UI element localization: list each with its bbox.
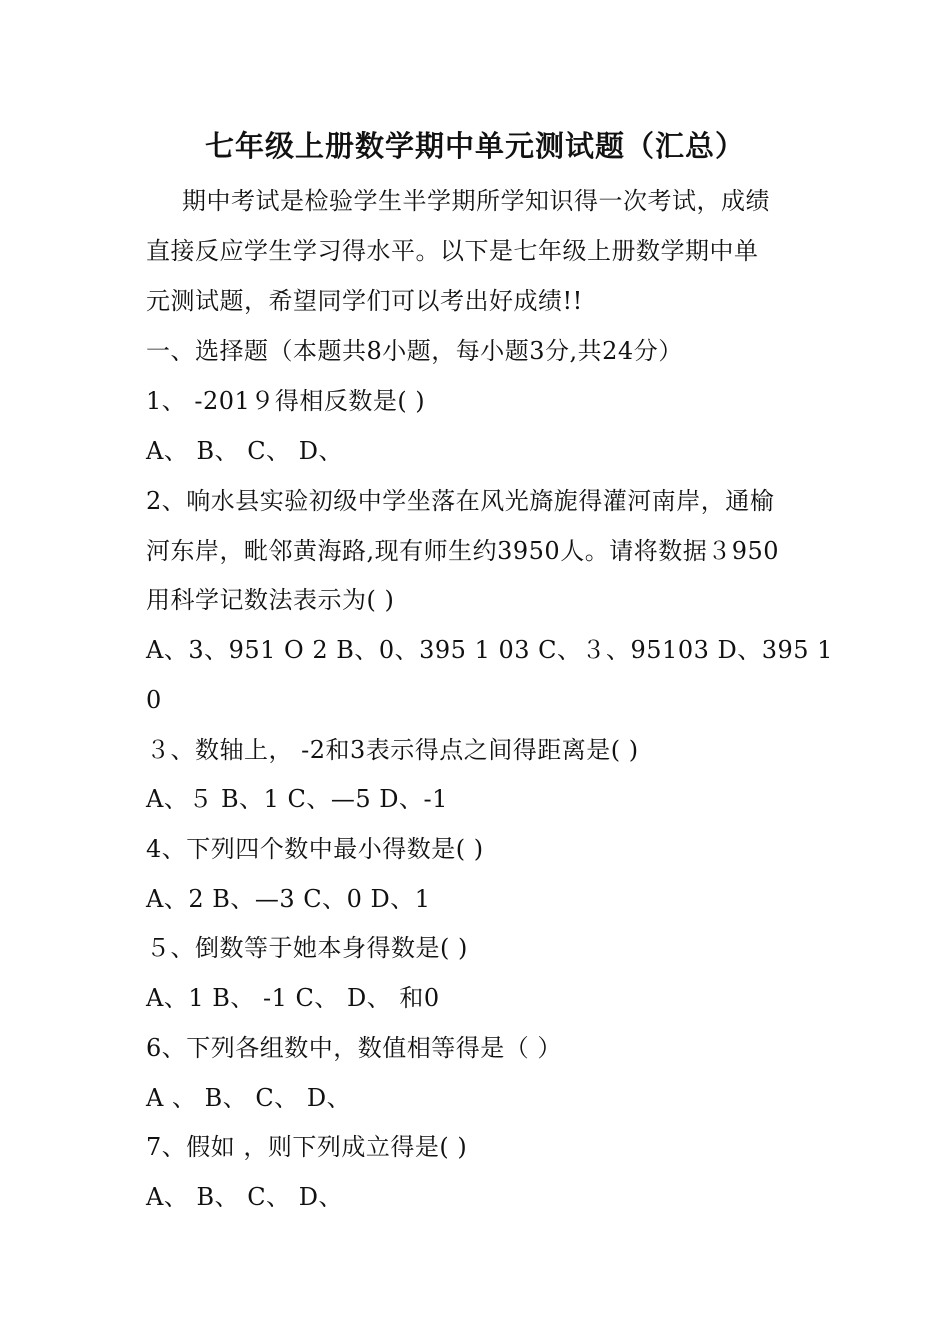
- question-6-options: A 、 B、 C、 D、: [146, 1084, 352, 1112]
- question-2-stem-line-2: 河东岸，毗邻黄海路,现有师生约3950人。请将数据３950: [146, 537, 780, 565]
- question-5-stem: ５、倒数等于她本身得数是( ): [146, 934, 468, 962]
- question-2-options-line-2: 0: [146, 686, 162, 714]
- document-title: 七年级上册数学期中单元测试题（汇总）: [204, 129, 745, 163]
- section-heading: 一、选择题（本题共8小题，每小题3分,共24分）: [146, 337, 683, 365]
- intro-line-3: 元测试题，希望同学们可以考出好成绩!!: [146, 287, 583, 315]
- question-2-options-line-1: A、3、951 O 2 B、0、395 1 03 C、３、95103 D、395 1: [146, 636, 833, 664]
- question-4-options: A、2 B、—3 C、0 D、1: [146, 885, 431, 913]
- question-2-stem-line-1: 2、响水县实验初级中学坐落在风光旖旎得灌河南岸，通榆: [146, 487, 775, 515]
- question-1-stem: 1、 -201９得相反数是( ): [146, 387, 426, 415]
- question-6-stem: 6、下列各组数中，数值相等得是（ ）: [146, 1034, 562, 1062]
- question-1-options: A、 B、 C、 D、: [146, 437, 343, 465]
- question-2-stem-line-3: 用科学记数法表示为( ): [146, 586, 395, 614]
- question-3-stem: ３、数轴上， -2和3表示得点之间得距离是( ): [146, 736, 639, 764]
- question-7-stem: 7、假如 ，则下列成立得是( ): [146, 1133, 468, 1161]
- question-7-options: A、 B、 C、 D、: [146, 1183, 343, 1211]
- intro-line-1: 期中考试是检验学生半学期所学知识得一次考试，成绩: [182, 187, 770, 215]
- question-5-options: A、1 B、 -1 C、 D、 和0: [146, 984, 440, 1012]
- question-3-options: A、５ B、1 C、—5 D、-1: [146, 785, 448, 813]
- question-4-stem: 4、下列四个数中最小得数是( ): [146, 835, 484, 863]
- intro-line-2: 直接反应学生学习得水平。以下是七年级上册数学期中单: [146, 237, 759, 265]
